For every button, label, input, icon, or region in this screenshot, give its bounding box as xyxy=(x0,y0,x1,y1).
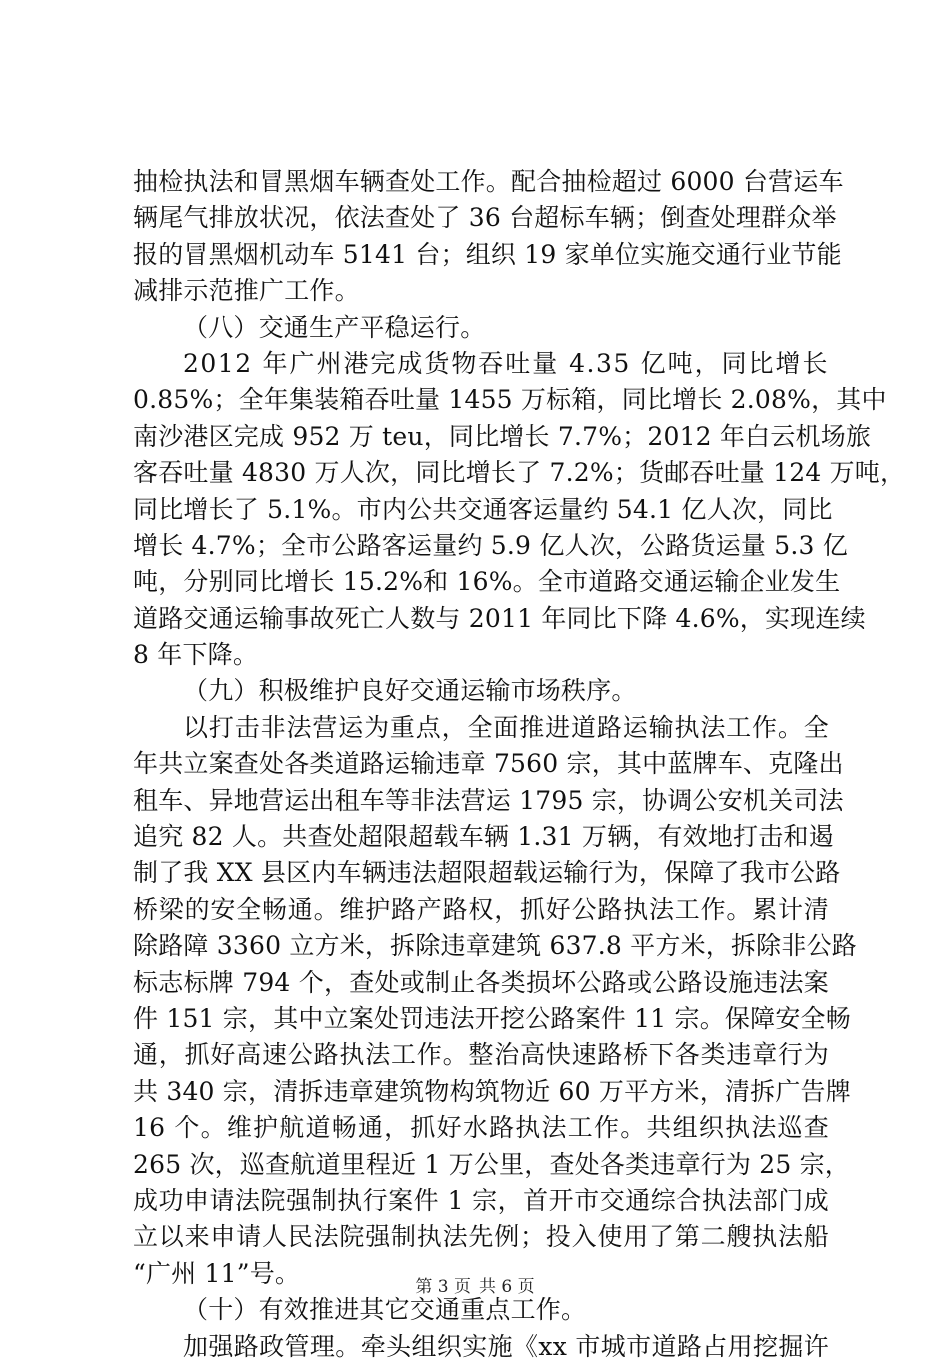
text-line: 吨，分别同比增长 15.2%和 16%。全市道路交通运输企业发生 xyxy=(133,567,841,597)
page-number: 第 3 页 xyxy=(415,1277,471,1297)
text-line: 0.85%；全年集装箱吞吐量 1455 万标箱，同比增长 2.08%，其中 xyxy=(133,385,887,415)
text-line: 立以来申请人民法院强制执法先例；投入使用了第二艘执法船 xyxy=(133,1222,829,1252)
text-line: 265 次，巡查航道里程近 1 万公里，查处各类违章行为 25 宗， xyxy=(133,1149,850,1179)
text-line: 8 年下降。 xyxy=(133,640,259,670)
text-line: 南沙港区完成 952 万 teu，同比增长 7.7%；2012 年白云机场旅 xyxy=(133,421,872,451)
text-line: “广州 11”号。 xyxy=(133,1258,301,1288)
section-heading: （九）积极维护良好交通运输市场秩序。 xyxy=(183,676,637,706)
text-line: 租车、异地营运出租车等非法营运 1795 宗，协调公安机关司法 xyxy=(133,785,844,815)
text-line: 2012 年广州港完成货物吞吐量 4.35 亿吨，同比增长 xyxy=(183,348,829,378)
text-line: 加强路政管理。牵头组织实施《xx 市城市道路占用挖掘许 xyxy=(183,1331,829,1361)
text-line: 以打击非法营运为重点，全面推进道路运输执法工作。全 xyxy=(183,712,829,742)
text-line: 标志标牌 794 个，查处或制止各类损坏公路或公路设施违法案 xyxy=(133,967,829,997)
text-line: 共 340 宗，清拆违章建筑物构筑物近 60 万平方米，清拆广告牌 xyxy=(133,1076,851,1106)
page-total: 共 6 页 xyxy=(479,1277,535,1297)
text-line: 件 151 宗，其中立案处罚违法开挖公路案件 11 宗。保障安全畅 xyxy=(133,1003,851,1033)
text-line: 桥梁的安全畅通。维护路产路权，抓好公路执法工作。累计清 xyxy=(133,894,829,924)
page-footer xyxy=(0,1276,950,1298)
text-line: 道路交通运输事故死亡人数与 2011 年同比下降 4.6%，实现连续 xyxy=(133,603,866,633)
text-line: 辆尾气排放状况，依法查处了 36 台超标车辆；倒查处理群众举 xyxy=(133,203,837,233)
text-line: 增长 4.7%；全市公路客运量约 5.9 亿人次，公路货运量 5.3 亿 xyxy=(133,530,848,560)
text-line: 年共立案查处各类道路运输违章 7560 宗，其中蓝牌车、克隆出 xyxy=(133,749,844,779)
section-heading: （八）交通生产平稳运行。 xyxy=(183,312,486,342)
text-line: 16 个。维护航道畅通，抓好水路执法工作。共组织执法巡查 xyxy=(133,1113,829,1143)
text-line: 除路障 3360 立方米，拆除违章建筑 637.8 平方米，拆除非公路 xyxy=(133,931,857,961)
text-line: 报的冒黑烟机动车 5141 台；组织 19 家单位实施交通行业节能 xyxy=(133,239,842,269)
section-heading: （十）有效推进其它交通重点工作。 xyxy=(183,1295,587,1325)
text-line: 通，抓好高速公路执法工作。整治高快速路桥下各类违章行为 xyxy=(133,1040,829,1070)
text-line: 同比增长了 5.1%。市内公共交通客运量约 54.1 亿人次，同比 xyxy=(133,494,833,524)
text-line: 抽检执法和冒黑烟车辆查处工作。配合抽检超过 6000 台营运车 xyxy=(133,167,844,196)
text-line: 减排示范推广工作。 xyxy=(133,276,360,306)
document-body xyxy=(133,164,906,1365)
text-line: 成功申请法院强制执行案件 1 宗，首开市交通综合执法部门成 xyxy=(133,1185,829,1215)
text-line: 制了我 XX 县区内车辆违法超限超载运输行为，保障了我市公路 xyxy=(133,858,841,888)
text-line: 客吞吐量 4830 万人次，同比增长了 7.2%；货邮吞吐量 124 万吨， xyxy=(133,458,906,488)
text-line: 追究 82 人。共查处超限超载车辆 1.31 万辆，有效地打击和遏 xyxy=(133,822,834,852)
